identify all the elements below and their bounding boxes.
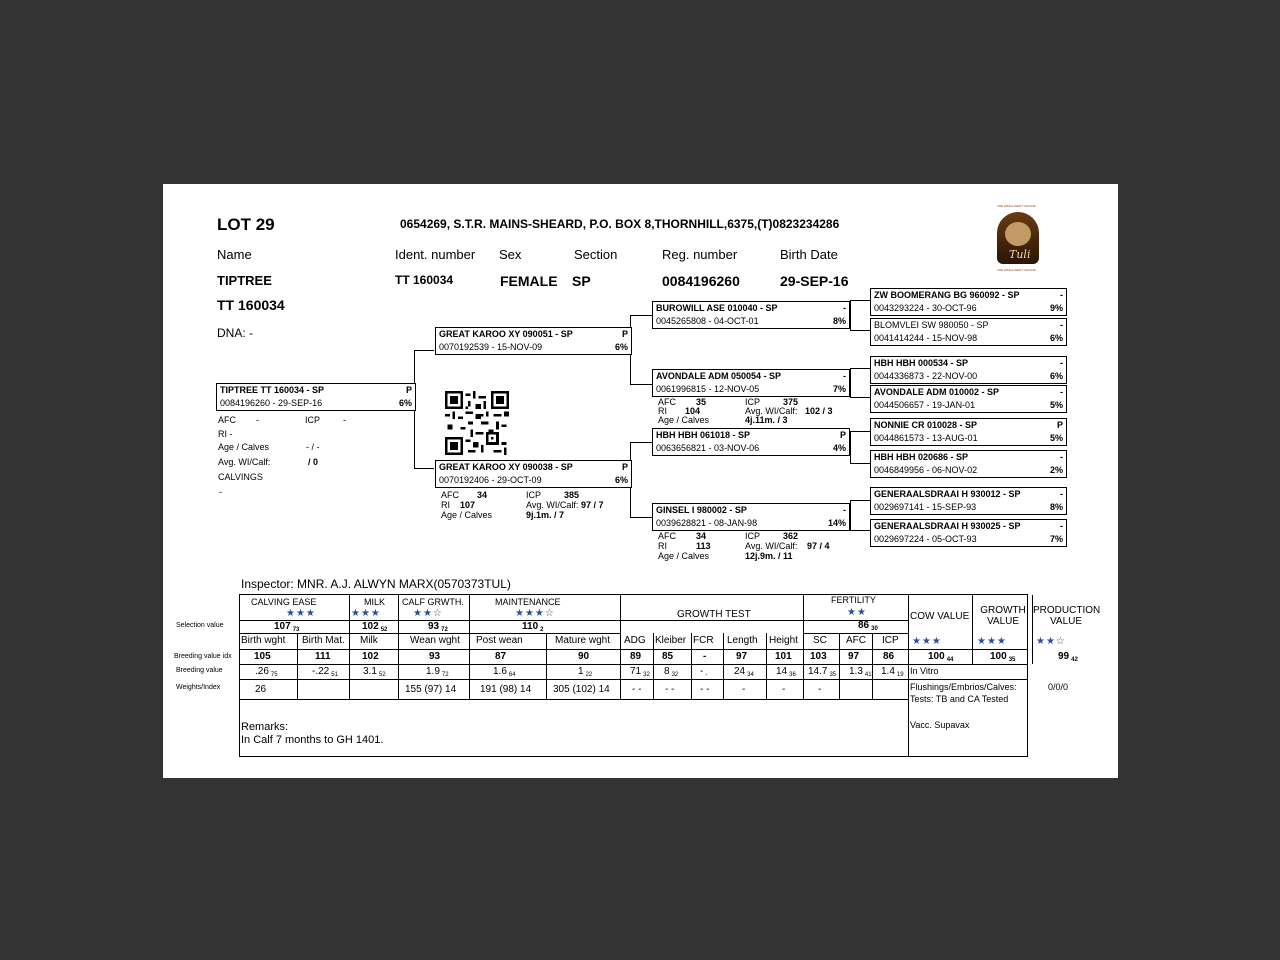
bvi-cow-value-rank: 44 <box>946 657 954 663</box>
gen3-age-value: 4j.11m. / 3 <box>745 415 788 425</box>
bvi-value: 87 <box>495 651 507 662</box>
gen3-afc-value: 35 <box>696 397 707 407</box>
cow-value-stars-icon: ★★★ <box>912 636 942 647</box>
bv-cell <box>808 666 836 678</box>
subject-afc-value: - <box>256 415 259 425</box>
gen4-title: GENERAALSDRAAI H 930025 - SP <box>874 521 1021 531</box>
tuli-logo <box>993 202 1047 276</box>
bv-cell <box>630 666 650 678</box>
dam-age-value: 9j.1m. / 7 <box>526 510 565 520</box>
subject-age-label: Age / Calves <box>218 442 270 452</box>
gen3-age-value: 12j.9m. / 11 <box>745 551 793 561</box>
bvi-value: 90 <box>578 651 590 662</box>
bv-rank: 51 <box>331 672 338 678</box>
subject-icp-value: - <box>343 415 346 425</box>
animal-reg: 0084196260 <box>662 273 740 289</box>
bv-cell <box>881 666 904 678</box>
logo-tagline-top: THE INTELLIGENT CHOICE <box>997 204 1036 208</box>
bv-cell <box>849 666 872 678</box>
gen3-pct: 8% <box>832 316 846 326</box>
dam-avg-label: Avg. WI/Calf: <box>526 500 579 510</box>
selection-calving-rank: 73 <box>292 627 300 633</box>
bv-value: 14 <box>776 666 788 677</box>
gen3-age-label: Age / Calves <box>658 415 710 425</box>
pedigree-dam <box>435 460 632 488</box>
bv-rank: 72 <box>441 672 449 678</box>
gen3-pct: 4% <box>832 443 846 453</box>
gen4-reg: 0029697224 - 05-OCT-93 <box>874 534 977 544</box>
bv-value: 1.4 <box>881 666 895 677</box>
subject-flag: P <box>405 385 412 395</box>
wi-value: - - <box>700 684 710 695</box>
pedigree-gen4 <box>870 450 1067 478</box>
bv-cell <box>664 666 678 678</box>
gen3-flag: - <box>843 303 846 313</box>
bv-rank: 34 <box>747 672 754 678</box>
pedigree-gen4 <box>870 487 1067 515</box>
bv-value: 14.7 <box>808 666 828 677</box>
bv-rank: 75 <box>270 672 278 678</box>
remarks-label: Remarks: <box>241 721 289 733</box>
pedigree-gen3 <box>652 503 850 531</box>
dam-ri-value: 107 <box>460 500 476 510</box>
selection-milk <box>362 621 387 633</box>
subject-reg: 0084196260 - 29-SEP-16 <box>220 398 323 408</box>
production-value-stars-icon: ★★☆ <box>1036 636 1066 647</box>
bv-value: 1 <box>578 666 584 677</box>
gen3-icp-value: 362 <box>783 531 799 541</box>
header-name: Name <box>217 247 252 262</box>
gen3-flag: P <box>839 430 846 440</box>
gen3-avg-value: 102 / 3 <box>805 406 833 416</box>
gen4-title: ZW BOOMERANG BG 960092 - SP <box>874 290 1020 300</box>
bv-cell <box>312 666 338 678</box>
flushings-label: Flushings/Embrios/Calves: <box>910 682 1017 692</box>
gen4-pct: 2% <box>1049 465 1063 475</box>
gen4-pct: 5% <box>1049 400 1063 410</box>
bvi-cow-value-number: 100 <box>928 651 945 662</box>
pedigree-subject <box>216 383 416 411</box>
gen4-pct: 6% <box>1049 371 1063 381</box>
row-label-bvi: Breeding value idx <box>174 653 232 660</box>
bv-rank: 36 <box>789 672 796 678</box>
dam-pct: 6% <box>614 475 628 485</box>
bv-cell <box>255 666 278 678</box>
dam-avg-value: 97 / 7 <box>581 500 604 510</box>
wi-value: 191 (98) 14 <box>480 684 532 695</box>
bvi-growth-value-rank: 35 <box>1008 657 1016 663</box>
subject-avg-label: Avg. WI/Calf: <box>218 457 271 467</box>
gen3-icp-label: ICP <box>745 531 761 541</box>
bvi-value: 105 <box>254 651 271 662</box>
group-maintenance: MAINTENANCE <box>495 597 561 607</box>
bvi-value: 89 <box>630 651 642 662</box>
gen4-title: NONNIE CR 010028 - SP <box>874 420 978 430</box>
gen4-flag: P <box>1056 420 1063 430</box>
bvi-value: 103 <box>810 651 827 662</box>
gen4-reg: 0044506657 - 19-JAN-01 <box>874 400 976 410</box>
gen3-pct: 14% <box>827 518 846 528</box>
gen4-flag: - <box>1060 521 1063 531</box>
selection-calving-value: 107 <box>274 621 291 632</box>
bvi-value: 102 <box>362 651 379 662</box>
col-length: Length <box>727 635 758 646</box>
animal-id-secondary: TT 160034 <box>217 297 285 313</box>
pedigree-gen4 <box>870 356 1067 384</box>
owner-info: 0654269, S.T.R. MAINS-SHEARD, P.O. BOX 8,THORNHILL,6375,(T)0823234286 <box>400 217 840 231</box>
col-birth-wght: Birth wght <box>241 635 286 646</box>
selection-fert <box>858 620 878 632</box>
bv-value: 71 <box>630 666 642 677</box>
subject-pct: 6% <box>398 398 412 408</box>
selection-calf-rank: 72 <box>441 627 448 633</box>
bv-rank: 41 <box>864 672 872 678</box>
gen3-flag: - <box>843 505 846 515</box>
gen3-reg: 0039628821 - 08-JAN-98 <box>656 518 758 528</box>
bvi-growth-value <box>990 651 1015 663</box>
sire-flag: P <box>621 329 628 339</box>
bvi-value: 85 <box>662 651 674 662</box>
gen4-title: HBH HBH 000534 - SP <box>874 358 969 368</box>
subject-calvings-label: CALVINGS <box>218 472 263 482</box>
bv-rank: 32 <box>671 672 679 678</box>
bv-value: .26 <box>255 666 269 677</box>
calf-growth-stars-icon: ★★☆ <box>413 608 443 619</box>
pedigree-gen4 <box>870 385 1067 413</box>
gen3-afc-label: AFC <box>658 397 676 407</box>
gen3-age-label: Age / Calves <box>658 551 710 561</box>
dam-icp-label: ICP <box>526 490 542 500</box>
bvi-cow-value <box>928 651 953 663</box>
gen4-pct: 8% <box>1049 502 1063 512</box>
subject-avg-value: / 0 <box>308 457 319 467</box>
sire-reg: 0070192539 - 15-NOV-09 <box>439 342 543 352</box>
pedigree-gen4 <box>870 519 1067 547</box>
col-milk: Milk <box>360 635 378 646</box>
dam-afc-label: AFC <box>441 490 459 500</box>
bvi-value: 111 <box>315 651 331 662</box>
bull-head-icon <box>1005 222 1031 246</box>
dam-icp-value: 385 <box>564 490 580 500</box>
pedigree-gen4 <box>870 288 1067 316</box>
wi-value: - <box>818 684 822 695</box>
header-birth: Birth Date <box>780 247 838 262</box>
selection-calf <box>428 621 448 633</box>
group-calving-ease: CALVING EASE <box>251 597 317 607</box>
selection-maint-rank: 2 <box>540 627 544 633</box>
bv-value: 1.6 <box>493 666 507 677</box>
breeding-values-table <box>239 594 1101 757</box>
group-fertility: FERTILITY <box>831 595 876 605</box>
gen3-avg-label: Avg. WI/Calf: <box>745 541 798 551</box>
gen3-pct: 7% <box>832 384 846 394</box>
logo-shield <box>997 212 1039 264</box>
bvi-production-value <box>1058 651 1078 663</box>
pedigree-gen3 <box>652 301 850 329</box>
gen4-flag: - <box>1060 358 1063 368</box>
animal-ident: TT 160034 <box>395 273 454 287</box>
bvi-value: 101 <box>775 651 792 662</box>
gen3-title: BUROWILL ASE 010040 - SP <box>656 303 778 313</box>
wi-value: - - <box>665 684 675 695</box>
logo-brand: Tuli <box>1009 248 1031 261</box>
logo-tagline-bottom: THE INTELLIGENT CHOICE <box>997 268 1036 272</box>
lot-number: LOT 29 <box>217 215 275 234</box>
header-sex: Sex <box>499 247 522 262</box>
qr-code <box>445 391 509 455</box>
gen3-ri-value: 113 <box>696 541 711 551</box>
dam-ri-label: RI <box>441 500 450 510</box>
sire-pct: 6% <box>614 342 628 352</box>
bv-value: 24 <box>734 666 746 677</box>
bv-cell <box>578 666 592 678</box>
pedigree-sire <box>435 327 632 355</box>
pedigree-gen3 <box>652 428 850 456</box>
gen4-pct: 6% <box>1049 333 1063 343</box>
gen3-icp-label: ICP <box>745 397 761 407</box>
bv-value: 1.9 <box>426 666 440 677</box>
bv-rank: 22 <box>585 672 593 678</box>
col-sc: SC <box>813 635 827 646</box>
bv-rank: 19 <box>896 672 904 678</box>
selection-milk-rank: 52 <box>380 627 388 633</box>
selection-calving <box>274 621 299 633</box>
gen4-reg: 0046849956 - 06-NOV-02 <box>874 465 978 475</box>
subject-afc-label: AFC <box>218 415 236 425</box>
lot-sheet <box>163 184 1118 778</box>
gen3-afc-label: AFC <box>658 531 676 541</box>
wi-value: - <box>782 684 786 695</box>
dna-info: DNA: - <box>217 326 253 340</box>
bv-rank: 52 <box>378 672 386 678</box>
pedigree-gen3 <box>652 369 850 397</box>
group-production-value: PRODUCTION VALUE <box>1033 605 1101 627</box>
gen4-pct: 7% <box>1049 534 1063 544</box>
col-afc: AFC <box>846 635 866 646</box>
gen4-title: AVONDALE ADM 010002 - SP <box>874 387 1000 397</box>
dam-age-label: Age / Calves <box>441 510 493 520</box>
calving-ease-stars-icon: ★★★ <box>286 608 316 619</box>
fertility-stars-icon: ★★ <box>847 607 867 618</box>
gen3-reg: 0045265808 - 04-OCT-01 <box>656 316 759 326</box>
bv-cell <box>493 666 516 678</box>
bv-value: 3.1 <box>363 666 377 677</box>
vaccination-info: Vacc. Supavax <box>910 720 970 730</box>
gen3-title: HBH HBH 061018 - SP <box>656 430 751 440</box>
bv-value: 1.3 <box>849 666 863 677</box>
inspector: Inspector: MNR. A.J. ALWYN MARX(0570373TUL) <box>241 577 511 591</box>
animal-section: SP <box>572 273 591 289</box>
gen3-flag: - <box>843 371 846 381</box>
subject-ri: RI - <box>218 429 233 439</box>
gen4-reg: 0044861573 - 13-AUG-01 <box>874 433 978 443</box>
bvi-growth-value-number: 100 <box>990 651 1007 662</box>
dam-reg: 0070192406 - 29-OCT-09 <box>439 475 542 485</box>
selection-maint-value: 110 <box>522 621 539 632</box>
col-fcr: FCR <box>693 635 714 646</box>
col-wean-wght: Wean wght <box>410 635 460 646</box>
selection-maint <box>522 621 543 633</box>
in-vitro-label: In Vitro <box>910 666 939 676</box>
gen4-reg: 0029697141 - 15-SEP-93 <box>874 502 977 512</box>
pedigree-gen4 <box>870 418 1067 446</box>
wi-value: 26 <box>255 684 267 695</box>
gen3-ri-label: RI <box>658 406 667 416</box>
bv-value: -.22 <box>312 666 330 677</box>
wi-value: - <box>742 684 746 695</box>
bvi-value: 93 <box>429 651 441 662</box>
bv-value: - <box>700 666 704 677</box>
pedigree-gen4 <box>870 318 1067 346</box>
gen3-avg-label: Avg. WI/Calf: <box>745 406 798 416</box>
gen4-flag: - <box>1060 452 1063 462</box>
sire-title: GREAT KAROO XY 090051 - SP <box>439 329 573 339</box>
group-milk: MILK <box>364 597 386 607</box>
gen3-title: AVONDALE ADM 050054 - SP <box>656 371 782 381</box>
gen4-pct: 5% <box>1049 433 1063 443</box>
group-cow-value: COW VALUE <box>910 611 970 622</box>
gen4-title: HBH HBH 020686 - SP <box>874 452 969 462</box>
bvi-value: - <box>703 651 707 662</box>
gen4-reg: 0044336873 - 22-NOV-00 <box>874 371 978 381</box>
gen3-afc-value: 34 <box>696 531 707 541</box>
growth-value-stars-icon: ★★★ <box>977 636 1007 647</box>
wi-value: 305 (102) 14 <box>553 684 610 695</box>
gen3-title: GINSEL I 980002 - SP <box>656 505 747 515</box>
selection-fert-value: 86 <box>858 620 870 631</box>
bv-cell <box>426 666 449 678</box>
header-reg: Reg. number <box>662 247 738 262</box>
row-label-selection: Selection value <box>176 622 224 629</box>
gen4-title: BLOMVLEI SW 980050 - SP <box>874 320 989 330</box>
milk-stars-icon: ★★★ <box>351 608 381 619</box>
col-birth-mat: Birth Mat. <box>302 635 345 646</box>
bvi-production-value-rank: 42 <box>1071 657 1078 663</box>
bv-rank: 35 <box>829 672 837 678</box>
bv-rank: 32 <box>643 672 650 678</box>
bvi-production-value-number: 99 <box>1058 651 1070 662</box>
subject-icp-label: ICP <box>305 415 321 425</box>
gen4-flag: - <box>1060 387 1063 397</box>
gen3-avg-value: 97 / 4 <box>807 541 830 551</box>
header-ident: Ident. number <box>395 247 476 262</box>
gen4-flag: - <box>1060 320 1063 330</box>
bv-rank: 64 <box>508 672 516 678</box>
bv-cell <box>734 666 754 678</box>
selection-milk-value: 102 <box>362 621 379 632</box>
gen3-ri-label: RI <box>658 541 667 551</box>
bv-cell <box>700 666 707 678</box>
row-label-bv: Breeding value <box>176 667 223 674</box>
bvi-value: 86 <box>883 651 895 662</box>
gen4-reg: 0041414244 - 15-NOV-98 <box>874 333 978 343</box>
col-mature-wght: Mature wght <box>555 635 611 646</box>
bv-cell <box>776 666 796 678</box>
gen3-reg: 0063656821 - 03-NOV-06 <box>656 443 760 453</box>
dam-title: GREAT KAROO XY 090038 - SP <box>439 462 573 472</box>
bv-rank: - <box>705 672 708 678</box>
subject-age-value: - / - <box>306 442 320 452</box>
bv-cell <box>363 666 386 678</box>
maintenance-stars-icon: ★★★☆ <box>515 608 555 619</box>
gen4-title: GENERAALSDRAAI H 930012 - SP <box>874 489 1021 499</box>
animal-name: TIPTREE <box>217 273 272 288</box>
selection-calf-value: 93 <box>428 621 440 632</box>
gen3-ri-value: 104 <box>685 406 701 416</box>
gen4-pct: 9% <box>1049 303 1063 313</box>
col-adg: ADG <box>624 635 646 646</box>
row-label-wi: Weights/Index <box>176 684 221 691</box>
subject-calvings-value: - <box>219 487 222 497</box>
gen4-reg: 0043293224 - 30-OCT-96 <box>874 303 977 313</box>
tests-info: Tests: TB and CA Tested <box>910 694 1009 704</box>
dam-afc-value: 34 <box>477 490 488 500</box>
group-growth-test: GROWTH TEST <box>677 609 751 620</box>
col-icp: ICP <box>882 635 899 646</box>
animal-birth: 29-SEP-16 <box>780 273 849 289</box>
selection-fert-rank: 30 <box>871 626 878 632</box>
gen4-flag: - <box>1060 489 1063 499</box>
col-height: Height <box>769 635 798 646</box>
header-section: Section <box>574 247 618 262</box>
group-calf-growth: CALF GRWTH. <box>402 597 464 607</box>
wi-value: 155 (97) 14 <box>405 684 457 695</box>
bv-value: 8 <box>664 666 670 677</box>
gen4-flag: - <box>1060 290 1063 300</box>
flushings-value: 0/0/0 <box>1048 682 1069 692</box>
animal-sex: FEMALE <box>500 273 558 289</box>
remarks-text: In Calf 7 months to GH 1401. <box>241 734 384 746</box>
bvi-value: 97 <box>736 651 748 662</box>
subject-title: TIPTREE TT 160034 - SP <box>220 385 325 395</box>
gen3-reg: 0061996815 - 12-NOV-05 <box>656 384 760 394</box>
wi-value: - - <box>632 684 642 695</box>
gen3-icp-value: 375 <box>783 397 799 407</box>
col-kleiber: Kleiber <box>655 635 687 646</box>
bvi-value: 97 <box>848 651 860 662</box>
dam-flag: P <box>621 462 628 472</box>
group-growth-value: GROWTH VALUE <box>980 605 1026 627</box>
col-post-wean: Post wean <box>476 635 523 646</box>
